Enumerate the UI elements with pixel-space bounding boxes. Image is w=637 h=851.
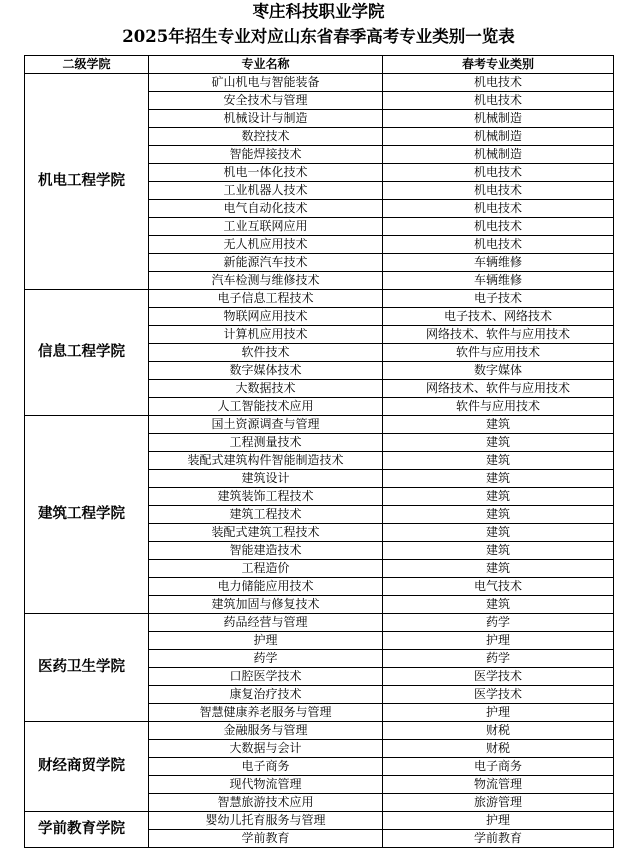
category-cell: 护理 [383, 632, 614, 650]
major-cell: 工业互联网应用 [149, 218, 383, 236]
category-cell: 软件与应用技术 [383, 344, 614, 362]
major-cell: 计算机应用技术 [149, 326, 383, 344]
major-cell: 数控技术 [149, 128, 383, 146]
table-row [25, 74, 614, 92]
major-cell: 工程造价 [149, 560, 383, 578]
header-major: 专业名称 [149, 56, 383, 74]
major-cell: 建筑工程技术 [149, 506, 383, 524]
major-cell: 口腔医学技术 [149, 668, 383, 686]
category-cell: 电子技术、网络技术 [383, 308, 614, 326]
category-cell: 车辆维修 [383, 254, 614, 272]
category-cell: 物流管理 [383, 776, 614, 794]
major-cell: 现代物流管理 [149, 776, 383, 794]
category-cell: 建筑 [383, 434, 614, 452]
college-cell: 学前教育学院 [25, 812, 149, 848]
major-cell: 药学 [149, 650, 383, 668]
major-cell: 安全技术与管理 [149, 92, 383, 110]
category-cell: 护理 [383, 812, 614, 830]
category-cell: 机电技术 [383, 218, 614, 236]
category-cell: 建筑 [383, 596, 614, 614]
header-category: 春考专业类别 [383, 56, 614, 74]
major-cell: 电子商务 [149, 758, 383, 776]
category-cell: 软件与应用技术 [383, 398, 614, 416]
category-cell: 建筑 [383, 560, 614, 578]
category-cell: 药学 [383, 650, 614, 668]
category-cell: 机电技术 [383, 200, 614, 218]
category-cell: 机电技术 [383, 164, 614, 182]
majors-table [24, 55, 614, 848]
category-cell: 车辆维修 [383, 272, 614, 290]
major-cell: 装配式建筑工程技术 [149, 524, 383, 542]
category-cell: 学前教育 [383, 830, 614, 848]
category-cell: 机电技术 [383, 182, 614, 200]
major-cell: 电气自动化技术 [149, 200, 383, 218]
category-cell: 旅游管理 [383, 794, 614, 812]
category-cell: 建筑 [383, 416, 614, 434]
table-row [25, 614, 614, 632]
category-cell: 建筑 [383, 452, 614, 470]
college-cell: 信息工程学院 [25, 290, 149, 416]
category-cell: 建筑 [383, 470, 614, 488]
category-cell: 建筑 [383, 488, 614, 506]
category-cell: 财税 [383, 722, 614, 740]
major-cell: 人工智能技术应用 [149, 398, 383, 416]
major-cell: 建筑设计 [149, 470, 383, 488]
category-cell: 网络技术、软件与应用技术 [383, 326, 614, 344]
major-cell: 电力储能应用技术 [149, 578, 383, 596]
category-cell: 电气技术 [383, 578, 614, 596]
college-cell: 建筑工程学院 [25, 416, 149, 614]
major-cell: 智能焊接技术 [149, 146, 383, 164]
category-cell: 机械制造 [383, 128, 614, 146]
category-cell: 机电技术 [383, 74, 614, 92]
major-cell: 大数据与会计 [149, 740, 383, 758]
major-cell: 无人机应用技术 [149, 236, 383, 254]
category-cell: 机械制造 [383, 146, 614, 164]
category-cell: 机电技术 [383, 92, 614, 110]
header-college: 二级学院 [25, 56, 149, 74]
major-cell: 智能建造技术 [149, 542, 383, 560]
table-row [25, 722, 614, 740]
category-cell: 电子技术 [383, 290, 614, 308]
major-cell: 汽车检测与维修技术 [149, 272, 383, 290]
major-cell: 数字媒体技术 [149, 362, 383, 380]
document-subtitle: 2025年招生专业对应山东省春季高考专业类别一览表 [122, 27, 515, 46]
table-row [25, 416, 614, 434]
major-cell: 建筑加固与修复技术 [149, 596, 383, 614]
category-cell: 建筑 [383, 506, 614, 524]
major-cell: 矿山机电与智能装备 [149, 74, 383, 92]
major-cell: 装配式建筑构件智能制造技术 [149, 452, 383, 470]
category-cell: 财税 [383, 740, 614, 758]
table-header-row [25, 56, 614, 74]
major-cell: 机电一体化技术 [149, 164, 383, 182]
document-title: 枣庄科技职业学院 [252, 2, 385, 21]
category-cell: 建筑 [383, 542, 614, 560]
college-cell: 机电工程学院 [25, 74, 149, 290]
major-cell: 药品经营与管理 [149, 614, 383, 632]
table-row [25, 812, 614, 830]
major-cell: 软件技术 [149, 344, 383, 362]
major-cell: 电子信息工程技术 [149, 290, 383, 308]
category-cell: 机电技术 [383, 236, 614, 254]
college-cell: 财经商贸学院 [25, 722, 149, 812]
category-cell: 网络技术、软件与应用技术 [383, 380, 614, 398]
major-cell: 工业机器人技术 [149, 182, 383, 200]
major-cell: 学前教育 [149, 830, 383, 848]
major-cell: 康复治疗技术 [149, 686, 383, 704]
major-cell: 物联网应用技术 [149, 308, 383, 326]
category-cell: 数字媒体 [383, 362, 614, 380]
major-cell: 智慧旅游技术应用 [149, 794, 383, 812]
category-cell: 电子商务 [383, 758, 614, 776]
category-cell: 护理 [383, 704, 614, 722]
major-cell: 智慧健康养老服务与管理 [149, 704, 383, 722]
major-cell: 大数据技术 [149, 380, 383, 398]
category-cell: 机械制造 [383, 110, 614, 128]
major-cell: 工程测量技术 [149, 434, 383, 452]
table-row [25, 290, 614, 308]
major-cell: 国土资源调查与管理 [149, 416, 383, 434]
major-cell: 机械设计与制造 [149, 110, 383, 128]
major-cell: 婴幼儿托育服务与管理 [149, 812, 383, 830]
category-cell: 医学技术 [383, 686, 614, 704]
major-cell: 建筑装饰工程技术 [149, 488, 383, 506]
document-header [0, 0, 637, 54]
major-cell: 金融服务与管理 [149, 722, 383, 740]
major-cell: 新能源汽车技术 [149, 254, 383, 272]
category-cell: 医学技术 [383, 668, 614, 686]
category-cell: 建筑 [383, 524, 614, 542]
category-cell: 药学 [383, 614, 614, 632]
major-cell: 护理 [149, 632, 383, 650]
college-cell: 医药卫生学院 [25, 614, 149, 722]
